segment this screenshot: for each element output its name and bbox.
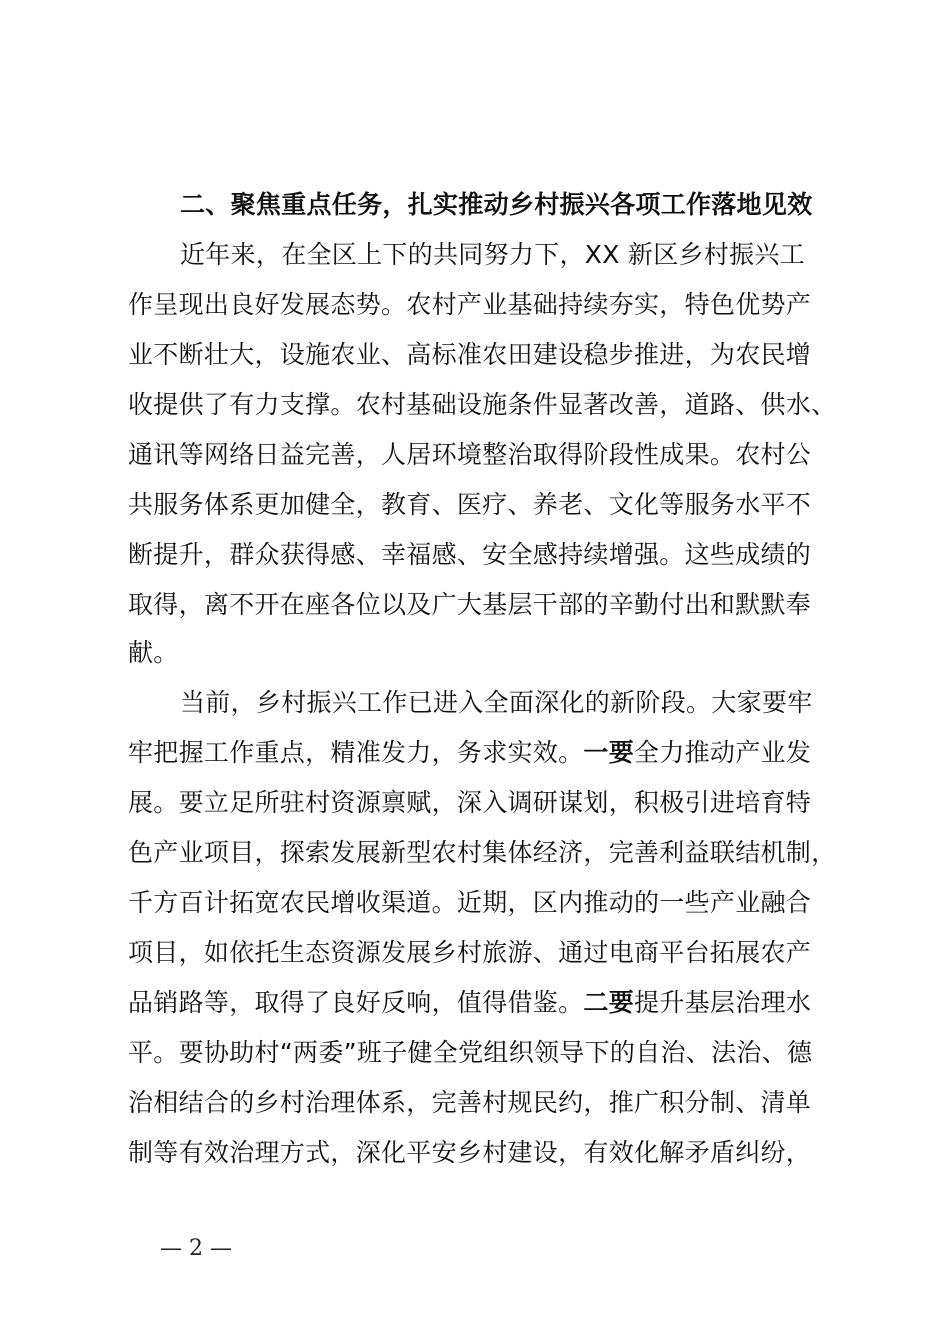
paragraph-line: 治相结合的乡村治理体系，完善村规民约，推广积分制、清单	[128, 1088, 812, 1117]
paragraph-line: 业不断壮大，设施农业、高标准农田建设稳步推进，为农民增	[128, 340, 812, 369]
paragraph-line: 取得，离不开在座各位以及广大基层干部的辛勤付出和默默奉	[128, 590, 812, 619]
paragraph-line: 制等有效治理方式，深化平安乡村建设，有效化解矛盾纠纷，	[128, 1138, 812, 1167]
paragraph-line: 项目，如依托生态资源发展乡村旅游、通过电商平台拓展农产	[128, 938, 812, 967]
section-heading: 二、聚焦重点任务，扎实推动乡村振兴各项工作落地见效	[180, 190, 813, 219]
paragraph-line: 共服务体系更加健全，教育、医疗、养老、文化等服务水平不	[128, 490, 812, 519]
paragraph-line: 展。要立足所驻村资源禀赋，深入调研谋划，积极引进培育特	[128, 788, 812, 817]
paragraph-line	[128, 738, 811, 768]
text-run: 牢把握工作重点，精准发力，务求实效。	[128, 738, 584, 767]
paragraph-line: 千方百计拓宽农民增收渠道。近期，区内推动的一些产业融合	[128, 888, 812, 917]
paragraph-line: 断提升，群众获得感、幸福感、安全感持续增强。这些成绩的	[128, 540, 812, 569]
text-run: 提升基层治理水	[634, 988, 812, 1017]
emphasis-text: 一要	[583, 738, 635, 767]
text-run: 全力推动产业发	[634, 738, 812, 767]
paragraph-line: 作呈现出良好发展态势。农村产业基础持续夯实，特色优势产	[128, 290, 812, 319]
paragraph-line: 献。	[128, 638, 179, 667]
paragraph-line: 近年来，在全区上下的共同努力下，XX 新区乡村振兴工	[180, 240, 806, 269]
paragraph-line: 收提供了有力支撑。农村基础设施条件显著改善，道路、供水、	[128, 390, 837, 419]
emphasis-text: 二要	[583, 988, 635, 1017]
paragraph-line	[128, 988, 811, 1018]
paragraph-line: 平。要协助村“两委”班子健全党组织领导下的自治、法治、德	[128, 1038, 813, 1067]
paragraph-line: 通讯等网络日益完善，人居环境整治取得阶段性成果。农村公	[128, 440, 812, 469]
text-run: 品销路等，取得了良好反响，值得借鉴。	[128, 988, 584, 1017]
paragraph-line: 色产业项目，探索发展新型农村集体经济，完善利益联结机制，	[128, 838, 837, 867]
paragraph-line: 当前，乡村振兴工作已进入全面深化的新阶段。大家要牢	[180, 688, 813, 717]
page-number: — 2 —	[160, 1236, 232, 1261]
